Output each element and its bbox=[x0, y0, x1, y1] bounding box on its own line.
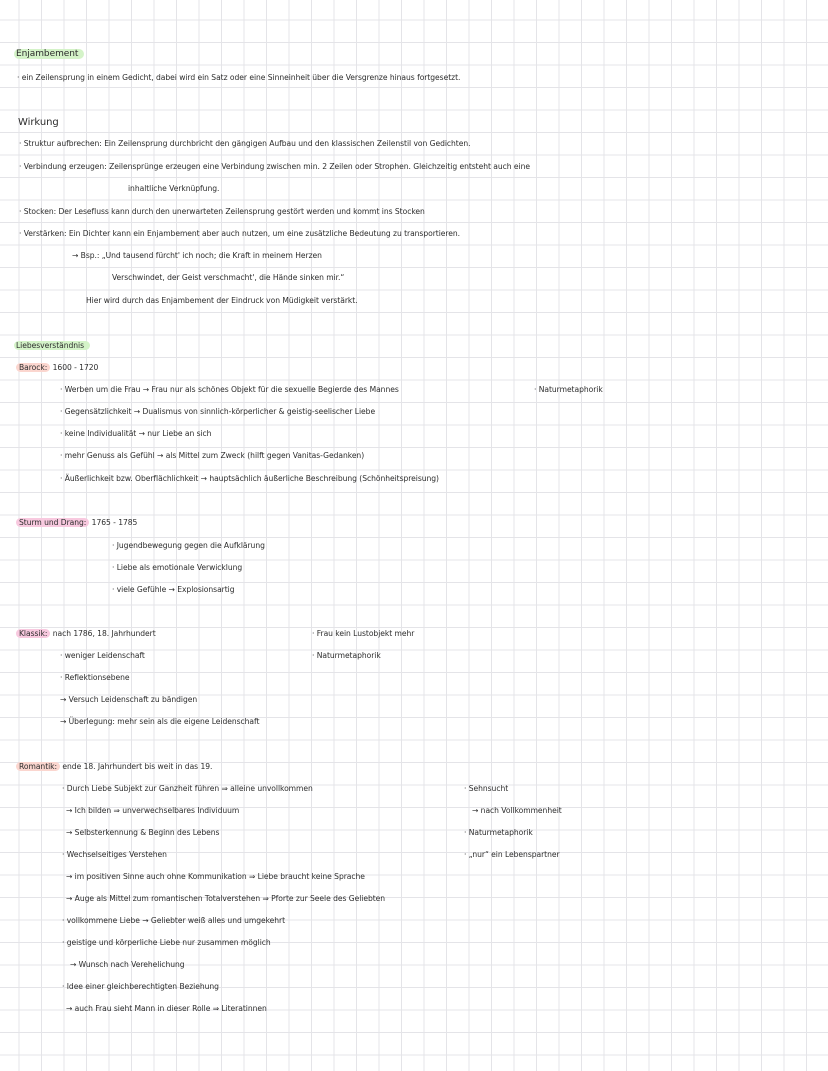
klassik-item: · weniger Leidenschaft bbox=[60, 651, 145, 660]
romantik-side: → nach Vollkommenheit bbox=[472, 806, 562, 815]
wirkung-bsp-line2: Verschwindet, der Geist verschmacht', die Hände sinken mir.“ bbox=[112, 273, 345, 282]
wirkung-stocken: · Stocken: Der Lesefluss kann durch den unerwarteten Zeilensprung gestört werden und kommt ins Stocken bbox=[19, 207, 425, 216]
wirkung-verbindung-cont: inhaltliche Verknüpfung. bbox=[128, 184, 220, 193]
klassik-item: → Überlegung: mehr sein als die eigene Leidenschaft bbox=[60, 717, 260, 726]
romantik-side: · Sehnsucht bbox=[464, 784, 509, 793]
romantik-item: → Ich bilden ⇒ unverwechselbares Individuum bbox=[66, 806, 240, 815]
romantik-item: · geistige und körperliche Liebe nur zusammen möglich bbox=[62, 938, 271, 947]
klassik-side: · Frau kein Lustobjekt mehr bbox=[312, 629, 415, 638]
romantik-item: · Wechselseitiges Verstehen bbox=[62, 850, 167, 859]
enjambement-heading: Enjambement bbox=[14, 49, 84, 60]
wirkung-struktur: · Struktur aufbrechen: Ein Zeilensprung durchbricht den gängigen Aufbau und den klassischen Zeilenstil von Gedichten. bbox=[19, 139, 471, 148]
sturm-item: · Jugendbewegung gegen die Aufklärung bbox=[112, 541, 265, 550]
sturm-item: · viele Gefühle → Explosionsartig bbox=[112, 585, 235, 594]
enjambement-definition: · ein Zeilensprung in einem Gedicht, dabei wird ein Satz oder eine Sinneinheit über die Versgrenze hinaus fortgesetzt. bbox=[17, 73, 461, 82]
barock-title: Barock: 1600 - 1720 bbox=[16, 362, 98, 373]
romantik-item: → Selbsterkennung & Beginn des Lebens bbox=[66, 828, 220, 837]
klassik-side: · Naturmetaphorik bbox=[312, 651, 381, 660]
barock-item: · mehr Genuss als Gefühl → als Mittel zum Zweck (hilft gegen Vanitas-Gedanken) bbox=[60, 451, 365, 460]
romantik-item: → Wunsch nach Verehelichung bbox=[70, 960, 185, 969]
sturm-item: · Liebe als emotionale Verwicklung bbox=[112, 563, 243, 572]
barock-item: · Werben um die Frau → Frau nur als schönes Objekt für die sexuelle Begierde des Mannes bbox=[60, 385, 399, 394]
barock-side: · Naturmetaphorik bbox=[534, 385, 603, 394]
klassik-title: Klassik: nach 1786, 18. Jahrhundert bbox=[16, 628, 156, 639]
romantik-title: Romantik: ende 18. Jahrhundert bis weit in das 19. bbox=[16, 761, 212, 772]
romantik-item: → auch Frau sieht Mann in dieser Rolle ⇒ Literatinnen bbox=[66, 1004, 267, 1013]
barock-item: · Gegensätzlichkeit → Dualismus von sinnlich-körperlicher & geistig-seelischer Liebe bbox=[60, 407, 376, 416]
romantik-item: · Durch Liebe Subjekt zur Ganzheit führen ⇒ alleine unvollkommen bbox=[62, 784, 313, 793]
romantik-item: → im positiven Sinne auch ohne Kommunikation ⇒ Liebe braucht keine Sprache bbox=[66, 872, 365, 881]
wirkung-bsp-line3: Hier wird durch das Enjambement der Eindruck von Müdigkeit verstärkt. bbox=[86, 296, 358, 305]
romantik-side: · „nur“ ein Lebenspartner bbox=[464, 850, 560, 859]
sturm-title: Sturm und Drang: 1765 - 1785 bbox=[16, 517, 137, 528]
barock-item: · keine Individualität → nur Liebe an sich bbox=[60, 429, 212, 438]
klassik-item: → Versuch Leidenschaft zu bändigen bbox=[60, 695, 198, 704]
wirkung-heading: Wirkung bbox=[18, 117, 59, 128]
liebe-heading: Liebesverständnis bbox=[14, 340, 90, 351]
klassik-item: · Reflektionsebene bbox=[60, 673, 130, 682]
wirkung-verbindung: · Verbindung erzeugen: Zeilensprünge erzeugen eine Verbindung zwischen min. 2 Zeilen oder Strophen. Gleichzeitig entsteht auch eine bbox=[19, 162, 530, 171]
barock-item: · Äußerlichkeit bzw. Oberflächlichkeit → hauptsächlich äußerliche Beschreibung (Schönheitspreisung) bbox=[60, 474, 439, 483]
romantik-item: · Idee einer gleichberechtigten Beziehung bbox=[62, 982, 219, 991]
romantik-item: → Auge als Mittel zum romantischen Totalverstehen ⇒ Pforte zur Seele des Geliebten bbox=[66, 894, 386, 903]
wirkung-verstaerken: · Verstärken: Ein Dichter kann ein Enjambement aber auch nutzen, um eine zusätzliche Bedeutung zu transportieren. bbox=[19, 229, 461, 238]
wirkung-bsp-line1: → Bsp.: „Und tausend fürcht' ich noch; die Kraft in meinem Herzen bbox=[72, 251, 322, 260]
romantik-item: · vollkommene Liebe → Geliebter weiß alles und umgekehrt bbox=[62, 916, 286, 925]
romantik-side: · Naturmetaphorik bbox=[464, 828, 533, 837]
